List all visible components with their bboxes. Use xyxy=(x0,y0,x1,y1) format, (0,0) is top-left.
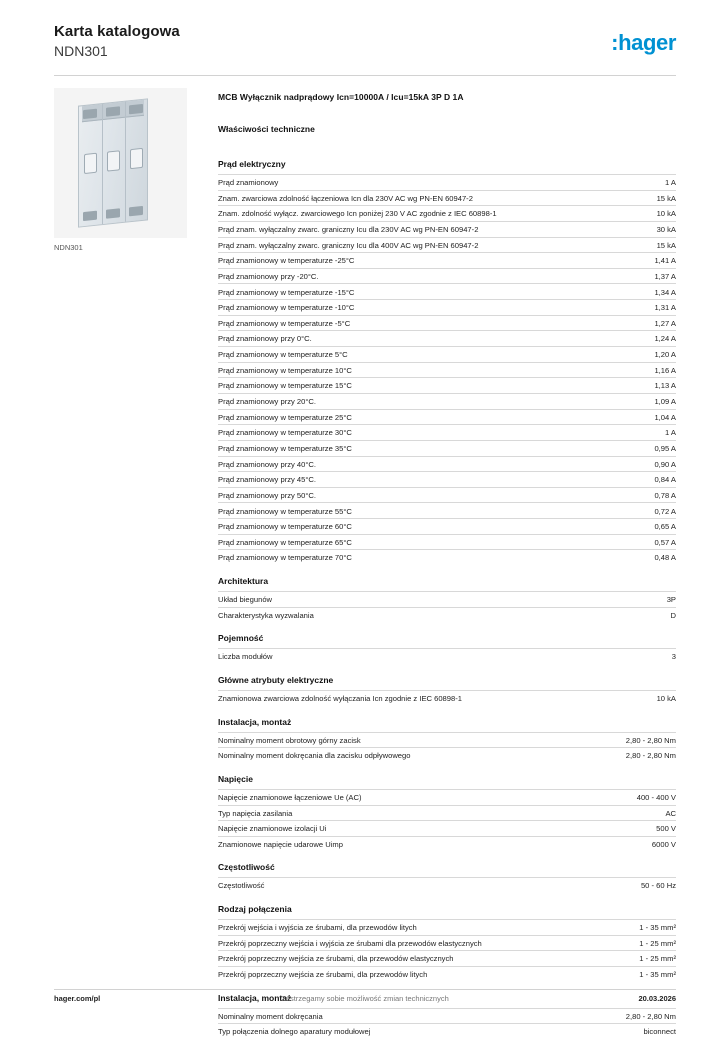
spec-group-title: Pojemność xyxy=(218,633,264,644)
breaker-terminal-bottom-1 xyxy=(83,211,97,221)
product-name: MCB Wyłącznik nadprądowy Icn=10000A / Icu=15kA 3P D 1A xyxy=(218,92,464,102)
footer-date: 20.03.2026 xyxy=(638,994,676,1003)
spec-label: Znam. zwarciowa zdolność łączeniowa Icn dla 230V AC wg PN-EN 60947-2 xyxy=(218,193,473,203)
spec-label: Prąd znamionowy w temperaturze 25°C xyxy=(218,412,352,422)
circuit-breaker-illustration xyxy=(78,102,148,224)
spec-row xyxy=(218,237,676,253)
spec-value: 0,57 A xyxy=(654,537,676,547)
spec-value: 1,37 A xyxy=(654,271,676,281)
spec-label: Prąd znamionowy w temperaturze 5°C xyxy=(218,350,348,360)
spec-value: 2,80 - 2,80 Nm xyxy=(625,735,676,745)
spec-label: Prąd znamionowy w temperaturze -10°C xyxy=(218,303,355,313)
spec-value: 3 xyxy=(671,652,676,662)
page-title: Karta katalogowa xyxy=(54,23,180,40)
spec-value: 1,16 A xyxy=(654,365,676,375)
spec-group-title: Rodzaj połączenia xyxy=(218,904,292,915)
spec-value: 400 - 400 V xyxy=(636,792,676,802)
spec-group xyxy=(218,150,676,565)
spec-value: 15 kA xyxy=(656,193,676,203)
spec-value: 1,41 A xyxy=(654,256,676,266)
spec-group xyxy=(218,664,676,706)
spec-row xyxy=(218,591,676,607)
spec-value: 0,72 A xyxy=(654,506,676,516)
technical-properties-title: Właściwości techniczne xyxy=(218,124,315,134)
spec-label: Prąd znamionowy w temperaturze 70°C xyxy=(218,553,352,563)
spec-row xyxy=(218,1023,676,1039)
spec-label: Napięcie znamionowe łączeniowe Ue (AC) xyxy=(218,792,362,802)
breaker-lever-3 xyxy=(130,148,143,169)
spec-row xyxy=(218,346,676,362)
spec-value: 2,80 - 2,80 Nm xyxy=(625,751,676,761)
spec-value: 1,31 A xyxy=(654,303,676,313)
spec-label: Przekrój wejścia i wyjścia ze śrubami, dla przewodów litych xyxy=(218,923,417,933)
spec-value: 1 A xyxy=(665,428,676,438)
page-subtitle: NDN301 xyxy=(54,43,108,59)
spec-value: 10 kA xyxy=(656,209,676,219)
page-footer xyxy=(54,994,676,1008)
spec-label: Prąd znamionowy w temperaturze -25°C xyxy=(218,256,355,266)
spec-row xyxy=(218,747,676,763)
spec-row xyxy=(218,935,676,951)
spec-label: Znamionowa zwarciowa zdolność wyłączania Icn zgodnie z IEC 60898-1 xyxy=(218,693,462,703)
spec-group xyxy=(218,706,676,763)
spec-value: 3P xyxy=(666,595,676,605)
breaker-terminal-bottom-2 xyxy=(106,208,120,218)
spec-label: Prąd znamionowy w temperaturze 65°C xyxy=(218,537,352,547)
breaker-divider-1 xyxy=(102,104,103,224)
spec-group xyxy=(218,893,676,982)
spec-label: Nominalny moment dokręcania dla zacisku odpływowego xyxy=(218,751,411,761)
spec-label: Prąd znamionowy w temperaturze 35°C xyxy=(218,443,352,453)
spec-row xyxy=(218,174,676,190)
spec-label: Liczba modułów xyxy=(218,652,273,662)
spec-value: 0,95 A xyxy=(654,443,676,453)
specifications-panel xyxy=(218,92,676,1039)
spec-value: 500 V xyxy=(656,824,676,834)
spec-value: 1,04 A xyxy=(654,412,676,422)
spec-label: Prąd znamionowy w temperaturze -15°C xyxy=(218,287,355,297)
spec-label: Prąd znamionowy w temperaturze 10°C xyxy=(218,365,352,375)
spec-value: 1 - 25 mm² xyxy=(639,938,676,948)
spec-row xyxy=(218,607,676,623)
spec-value: 1,13 A xyxy=(654,381,676,391)
spec-label: Przekrój poprzeczny wejścia i wyjścia ze śrubami dla przewodów elastycznych xyxy=(218,938,482,948)
spec-label: Znamionowe napięcie udarowe Uimp xyxy=(218,839,343,849)
spec-label: Nominalny moment dokręcania xyxy=(218,1011,323,1021)
spec-row xyxy=(218,315,676,331)
spec-row xyxy=(218,648,676,664)
spec-row xyxy=(218,409,676,425)
breaker-terminal-top-2 xyxy=(106,106,120,116)
spec-value: 30 kA xyxy=(656,224,676,234)
spec-value: 1 - 35 mm² xyxy=(639,970,676,980)
footer-disclaimer: Zastrzegamy sobie możliwość zmian technicznych xyxy=(281,994,449,1003)
spec-label: Nominalny moment obrotowy górny zacisk xyxy=(218,735,361,745)
spec-row xyxy=(218,534,676,550)
spec-label: Prąd znamionowy przy -20°C. xyxy=(218,271,319,281)
spec-label: Prąd znamionowy w temperaturze -5°C xyxy=(218,318,351,328)
spec-value: 1 - 25 mm² xyxy=(639,954,676,964)
spec-label: Częstotliwość xyxy=(218,881,265,891)
spec-value: 1,27 A xyxy=(654,318,676,328)
spec-row xyxy=(218,393,676,409)
spec-label: Znam. zdolność wyłącz. zwarciowego Icn poniżej 230 V AC zgodnie z IEC 60898-1 xyxy=(218,209,497,219)
spec-row xyxy=(218,836,676,852)
breaker-lever-2 xyxy=(107,150,120,171)
spec-row xyxy=(218,190,676,206)
spec-group-title: Napięcie xyxy=(218,773,253,784)
spec-label: Przekrój poprzeczny wejścia ze śrubami, dla przewodów litych xyxy=(218,970,428,980)
spec-label: Układ biegunów xyxy=(218,595,273,605)
spec-label: Prąd znam. wyłączalny zwarc. graniczny Icu dla 400V AC wg PN-EN 60947-2 xyxy=(218,240,479,250)
spec-value: 1,20 A xyxy=(654,350,676,360)
spec-row xyxy=(218,877,676,893)
breaker-lever-1 xyxy=(84,153,97,174)
spec-label: Charakterystyka wyzwalania xyxy=(218,610,314,620)
spec-row xyxy=(218,732,676,748)
page-header xyxy=(54,22,676,68)
spec-label: Prąd znamionowy przy 0°C. xyxy=(218,334,312,344)
spec-row xyxy=(218,919,676,935)
spec-row xyxy=(218,424,676,440)
product-image-caption: NDN301 xyxy=(54,243,83,252)
spec-label: Typ napięcia zasilania xyxy=(218,808,293,818)
spec-label: Prąd znamionowy xyxy=(218,178,279,188)
spec-row xyxy=(218,820,676,836)
spec-label: Prąd znamionowy przy 50°C. xyxy=(218,490,316,500)
spec-row xyxy=(218,789,676,805)
spec-row xyxy=(218,205,676,221)
spec-row xyxy=(218,268,676,284)
spec-label: Prąd znamionowy w temperaturze 60°C xyxy=(218,522,352,532)
spec-row xyxy=(218,950,676,966)
spec-label: Prąd znamionowy przy 20°C. xyxy=(218,397,316,407)
footer-website-link[interactable]: hager.com/pl xyxy=(54,994,101,1003)
spec-group xyxy=(218,763,676,852)
breaker-divider-2 xyxy=(125,102,126,222)
spec-row xyxy=(218,966,676,982)
spec-group-title: Częstotliwość xyxy=(218,862,275,873)
breaker-terminal-top-3 xyxy=(129,104,143,114)
spec-value: 50 - 60 Hz xyxy=(640,881,676,891)
spec-group xyxy=(218,982,676,1039)
spec-group xyxy=(218,565,676,622)
spec-value: 1 - 35 mm² xyxy=(639,923,676,933)
breaker-body xyxy=(78,98,148,227)
spec-row xyxy=(218,456,676,472)
spec-label: Prąd znamionowy w temperaturze 55°C xyxy=(218,506,352,516)
spec-row xyxy=(218,299,676,315)
spec-value: 1,34 A xyxy=(654,287,676,297)
spec-value: D xyxy=(670,610,676,620)
spec-group-title: Prąd elektryczny xyxy=(218,159,286,169)
spec-value: 0,65 A xyxy=(654,522,676,532)
spec-label: Napięcie znamionowe izolacji Ui xyxy=(218,824,327,834)
spec-row xyxy=(218,330,676,346)
spec-group-title: Instalacja, montaż xyxy=(218,992,292,1003)
breaker-terminal-bottom-3 xyxy=(129,206,143,216)
spec-row xyxy=(218,549,676,565)
spec-value: 0,78 A xyxy=(654,490,676,500)
spec-value: 0,90 A xyxy=(654,459,676,469)
spec-value: 1 A xyxy=(665,178,676,188)
spec-value: 1,09 A xyxy=(654,397,676,407)
spec-row xyxy=(218,805,676,821)
spec-row xyxy=(218,690,676,706)
spec-group-title: Główne atrybuty elektryczne xyxy=(218,674,334,685)
spec-value: 15 kA xyxy=(656,240,676,250)
spec-row xyxy=(218,518,676,534)
spec-row xyxy=(218,377,676,393)
spec-label: Typ połączenia dolnego aparatury modułowej xyxy=(218,1027,371,1037)
spec-value: 6000 V xyxy=(651,839,676,849)
hager-logo: :hager xyxy=(611,30,676,55)
spec-row xyxy=(218,502,676,518)
spec-group-title: Instalacja, montaż xyxy=(218,716,292,727)
spec-row xyxy=(218,252,676,268)
spec-row xyxy=(218,471,676,487)
spec-value: 0,84 A xyxy=(654,475,676,485)
product-image xyxy=(54,88,187,238)
spec-label: Prąd znam. wyłączalny zwarc. graniczny Icu dla 230V AC wg PN-EN 60947-2 xyxy=(218,224,479,234)
spec-groups xyxy=(218,150,676,1039)
footer-divider xyxy=(54,989,676,990)
spec-label: Prąd znamionowy w temperaturze 15°C xyxy=(218,381,352,391)
spec-value: 10 kA xyxy=(656,693,676,703)
spec-label: Prąd znamionowy przy 40°C. xyxy=(218,459,316,469)
spec-group xyxy=(218,851,676,893)
spec-value: 1,24 A xyxy=(654,334,676,344)
spec-value: 0,48 A xyxy=(654,553,676,563)
spec-group-title: Architektura xyxy=(218,576,269,587)
spec-row xyxy=(218,221,676,237)
breaker-terminal-top-1 xyxy=(83,109,97,119)
spec-value: biconnect xyxy=(643,1027,676,1037)
spec-row xyxy=(218,283,676,299)
spec-label: Prąd znamionowy przy 45°C. xyxy=(218,475,316,485)
spec-label: Przekrój poprzeczny wejścia ze śrubami, dla przewodów elastycznych xyxy=(218,954,454,964)
spec-row xyxy=(218,440,676,456)
spec-group xyxy=(218,622,676,664)
header-divider xyxy=(54,75,676,76)
spec-value: 2,80 - 2,80 Nm xyxy=(625,1011,676,1021)
spec-row xyxy=(218,1008,676,1024)
spec-row xyxy=(218,487,676,503)
spec-row xyxy=(218,362,676,378)
spec-label: Prąd znamionowy w temperaturze 30°C xyxy=(218,428,352,438)
spec-value: AC xyxy=(665,808,676,818)
